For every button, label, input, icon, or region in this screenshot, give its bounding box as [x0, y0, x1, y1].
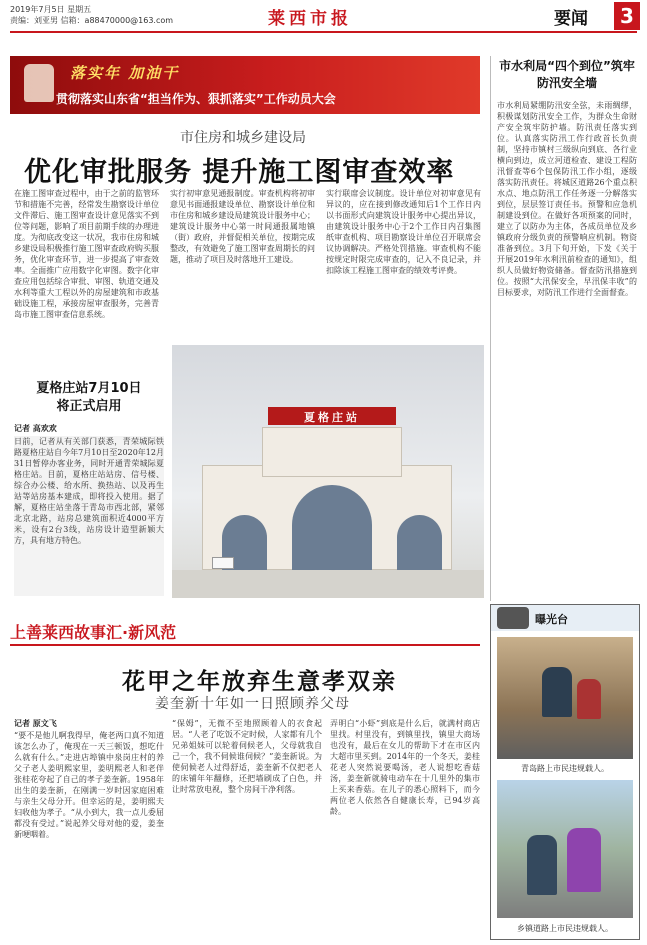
banner-slogan: 落实年 加油干	[70, 64, 180, 82]
station-body: 日前，记者从有关部门获悉，青荣城际铁路夏格庄站自今年7月10日至2020年12月31日暂停办客业务，同时开通青荣城际夏格庄站。目前，夏格庄站站房、信号楼、综合办公楼、给水所、换热站、以及再生站等站房基本建成，即将投入使用。据了解，夏格庄站坐落于青岛市西北部，紧邻北京北路，站房总建筑面积近4000平方米，设有2台3线，站房设计造型新颖大方，具有地方特色。	[14, 436, 164, 596]
story-body-col2: “保姆”，无微不至地照顾着人的衣食起居。“人老了吃饭不定时候，人家都有几个兄弟姐妹可以轮着伺候老人，父母就我自己一个，我不伺候谁伺候？”姜奎新说。为使伺候老人过得舒适，姜奎新不仅把老人的床铺年年翻修，还把墙刷成了白色，并让时常放电视，整个房间干净利落。	[172, 719, 322, 794]
main-headline: 优化审批服务 提升施工图审查效率	[24, 157, 455, 188]
issue-date: 2019年7月5日 星期五	[10, 5, 92, 14]
flood-body: 市水利局紧绷防汛安全弦，未雨绸缪，积极谋划防汛安全工作，为群众生命财产安全筑牢防护墙。防汛责任落实到位。认真落实防汛工作行政首长负责制，坚持市镇村三级纵向到底、各行业横向到边，成立河道检查、建设工程防汛督查等6个包保防汛工作小组，逐级落实防汛责任。将城区道路26个重点积水点、地点防汛工作任务逐一分解落实到位，层层签订责任书。预警和应急机制建设到位。在做好各项预案的同时，建立了以防办为主体，各成员单位及乡镇政府分级负责的预警响应机制。物资准备到位。3月下旬开始，下发《关于开展2019年水利汛前检查的通知》，组织人员做好物资储备。督查防汛措施到位。按照“大汛保安全，早汛保丰收”的目标要求，对防汛工作进行全面督查。	[497, 101, 637, 297]
station-reporter: 记者 高欢欢	[14, 424, 57, 433]
section-name: 要闻	[554, 9, 588, 29]
story-body-col3: 弄明白“小虾”到底是什么后，就满村商店里找。村里没有，到镇里找，镇里大商场也没有，最后在女儿的帮助下才在市区内大超市里买到。2014年的一个冬天，姜桂花老人突然说要喝汤，老人说想吃香菇汤，姜奎新就骑电动车在十几里外的集市上买来香菇。在儿子的悉心照料下，而今两位老人依然各自健康长寿，已94岁高龄。	[330, 719, 480, 816]
station-title-line2: 将正式启用	[56, 399, 122, 414]
editor-line: 责编：刘亚男 信箱：a88470000@163.com	[10, 16, 174, 25]
main-kicker: 市住房和城乡建设局	[180, 130, 306, 146]
exposure-box	[490, 604, 640, 940]
column-divider	[490, 56, 491, 601]
station-photo	[172, 345, 484, 598]
story-headline: 花甲之年放弃生意孝双亲	[122, 669, 397, 695]
issue-meta	[10, 4, 173, 26]
main-body-col1: 在施工图审查过程中，由于之前的监管环节和措施不完善，经常发生勘察设计单位文件滞后、施工图审查设计意见落实不到位等问题，影响了项目前期手续的办理进度。为彻底改变这一状况，我市住房和城乡建设局积极推行施工图审查政府购买服务，优化审查环节，进一步提高了审查效率。全面推广应用数字化审图。数字化审查应用包括综合审批、审图、轨道交通及水利等重大工程以外的房屋建筑和市政基础设施工程，承接房屋审查服务，完善青岛市施工图审查信息系统。	[14, 189, 159, 319]
banner-subtitle: 贯彻落实山东省“担当作为、狠抓落实”工作动员大会	[56, 92, 336, 106]
station-headline	[14, 380, 164, 416]
story-reporter: 记者 原文飞	[14, 719, 57, 728]
story-body-col1: “要不是他儿啊我得早，俺老两口真不知道该怎么办了，俺现在一天三顿饭，想吃什么就有什么。”走进店埠镇中泉岗庄村的养父子老人姜明熙家里，姜明熙老人和老伴张桂花夸起了自己的孝子姜奎新。1958年出生的姜奎新，在刚满一岁时因家庭困难与亲生父母分开。但幸运的是，姜明熙夫妇收他为孝子。“从小到大，我一点儿委屈都没有受过。”说起养父母对他的爱，姜奎新哽咽着。	[14, 731, 164, 839]
fist-icon	[24, 64, 54, 102]
photo-street-2	[497, 780, 633, 918]
newspaper-masthead: 莱西市报	[268, 9, 352, 29]
story-banner-text: 上善莱西故事汇·新风范	[10, 623, 177, 642]
photo-street-1	[497, 637, 633, 759]
story-column-banner	[10, 620, 355, 646]
campaign-banner	[10, 56, 480, 114]
story-subheadline: 姜奎新十年如一日照顾养父母	[155, 696, 350, 712]
station-sign: 夏格庄站	[304, 411, 360, 424]
main-body-col2: 实行初审意见通报制度。审查机构将初审意见书面通报建设单位、勘察设计单位和市住房和城乡建设局建筑设计服务中心；建筑设计服务中心第一时间通报属地镇（街）政府，并督促相关单位，按期完成整改，有效避免了施工图审查周期长的问题，推动了项目及时落地开工建设。	[170, 189, 315, 264]
main-body-col3: 实行联席会议制度。设计单位对初审意见有异议的，应在接到修改通知后1个工作日内以书面形式向建筑设计服务中心提出异议，由建筑设计服务中心于2个工作日内召集图纸审查机构、项目勘察设计单位召开联席会议协调解决。严格处罚措施。审查机构不能按规定时限完成审查的，记入不良记录，并扣除该工程施工图审查的绩效考评费。	[326, 189, 481, 275]
header-rule	[10, 31, 637, 33]
camera-icon	[497, 607, 529, 629]
flood-headline: 市水利局“四个到位”筑牢防汛安全墙	[499, 59, 635, 90]
exposure-label: 曝光台	[535, 613, 568, 626]
page-number: 3	[614, 2, 640, 30]
station-title-line1: 夏格庄站7月10日	[36, 381, 142, 396]
caption-2: 乡镇道路上市民违规载人。	[517, 924, 613, 933]
caption-1: 青岛路上市民违规载人。	[521, 764, 609, 773]
